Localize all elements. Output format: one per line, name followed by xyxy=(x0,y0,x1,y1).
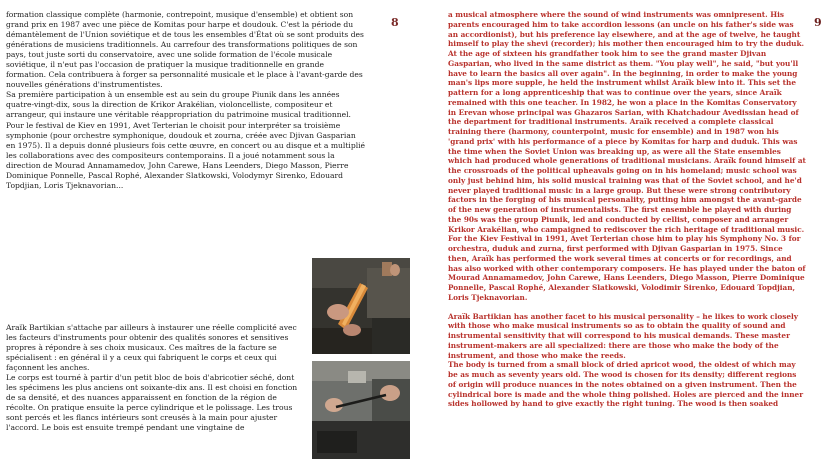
page-number-left: 8 xyxy=(391,16,399,29)
wood-turning-image xyxy=(312,258,410,354)
french-paragraph: formation classique complète (harmonie, contrepoint, musique d'ensemble) et obtient son grand prix en 1987 avec une pièce de Komitas pour harpe et doudouk. C'est la période du démantèlement de l'Union soviétique et de tous les ensembles d'État où se sont produits des générations de musiciens traditionnels. Au carrefour des transformations politiques de son pays, tout juste sorti du conservatoire, avec une solide formation de l'école musicale soviétique, il n'eut pas l'occasion de pratiquer la musique traditionnelle en grande formation. Cela contribuera à forger sa personnalité musicale et le place à l'avant-garde des nouvelles générations d'instrumentistes. xyxy=(6,10,364,90)
reed-making-image xyxy=(312,361,410,459)
french-paragraph: Sa première participation à un ensemble est au sein du groupe Piunik dans les années quatre-vingt-dix, sous la direction de Krikor Arakélian, violoncelliste, compositeur et arrangeur, qui instaure une véritable réappropriation du patrimoine musical traditionnel. xyxy=(6,90,351,120)
photo-wood-turning xyxy=(312,258,410,354)
english-text xyxy=(448,10,806,409)
english-paragraph: The body is turned from a small block of dried apricot wood, the oldest of which may be as much as seventy years old. The wood is chosen for its density; different regions of origin will produce nuances in the notes obtained on a given instrument. Then the cylindrical bore is made and the whole thing polished. Holes are pierced and the inner sides hollowed by hand to give exactly the right tuning. The wood is then soaked xyxy=(448,360,804,409)
english-paragraph: For the Kiev Festival in 1991, Avet Terterian chose him to play his Symphony No. 3 for orchestra, duduk and zurna, first performed with Djivan Gasparian in 1975. Since then, Araïk has performed the work several times at concerts or for recordings, and has also worked with other contemporary composers. He has played under the baton of Mourad Annamamedov, John Carewe, Hans Leenders, Diego Masson, Pierre Dominique Ponnelle, Pascal Rophé, Alexander Slatkowski, Volodimir Sirenko, Edouard Topdjian, Loris Tjeknavorian. xyxy=(448,234,806,302)
french-text-top xyxy=(6,10,366,191)
photo-reed-making xyxy=(312,361,410,459)
english-paragraph: a musical atmosphere where the sound of wind instruments was omnipresent. His parents encouraged him to take accordion lessons (an uncle on his father's side was an accordionist), but his preference lay elsewhere, and at the age of twelve, he taught himself to play the shevi (recorder); his mother then encouraged him to try the duduk. At the age of sixteen his grandfather took him to see the grand master Djivan Gasparian, who lived in the same district as them. "You play well", he said, "but you'll have to learn the basics all over again". In the beginning, in order to make the young man's lips more supple, he held the instrument whilst Araïk blew into it. This set the pattern for a long apprenticeship that was to continue over the years, since Araïk remained with this one teacher. In 1982, he won a place in the Komitas Conservatory in Erevan whose principal was Ghazaros Sarian, with Khatchadour Avedissian head of the department for traditional instruments. Araïk received a complete classical training there (harmony, counterpoint, music for ensemble) and in 1987 won his 'grand prix' with his performance of a piece by Komitas for harp and duduk. This was the time when the Soviet Union was breaking up, as were all the State ensembles which had produced whole generations of traditional musicians. Araïk found himself at the crossroads of the political upheavals going on in his homeland; music school was only just behind him, his solid musical training was that of the Soviet school, and he'd never played traditional music in a large group. But these were strong contributory factors in the forging of his musical personality, putting him amongst the avant-garde of the new generation of instrumentalists. The first ensemble he played with during the 90s was the group Piunik, led and conducted by cellist, composer and arranger Krikor Arakélian, who campaigned to rediscover the rich heritage of traditional music. xyxy=(448,10,806,234)
page-number-right: 9 xyxy=(814,16,822,29)
left-page xyxy=(0,0,410,459)
french-paragraph: Pour le festival de Kiev en 1991, Avet Terterian le choisit pour interpréter sa troisième symphonie (pour orchestre symphonique, doudouk et zourna, créée avec Djivan Gasparian en 1975). Il a depuis donné plusieurs fois cette œuvre, en concert ou au disque et a multiplié les collaborations avec des compositeurs contemporains. Il a joué notamment sous la direction de Mourad Annamamedov, John Carewe, Hans Leenders, Diego Masson, Pierre Dominique Ponnelle, Pascal Rophé, Alexander Slatkowski, Volodymyr Sirenko, Edouard Topdjian, Loris Tjeknavorian... xyxy=(6,120,366,190)
right-page xyxy=(410,0,820,459)
french-text-bottom xyxy=(6,323,306,434)
french-paragraph: Le corps est tourné à partir d'un petit bloc de bois d'abricotier séché, dont les spécimens les plus anciens ont soixante-dix ans. Il est choisi en fonction de sa densité, et des nuances apparaissent en fonction de la région de récolte. On pratique ensuite la perce cylindrique et le polissage. Les trous sont percés et les flancs intérieurs sont creusés à la main pour ajuster l'accord. Le bois est ensuite trempé pendant une vingtaine de xyxy=(6,373,298,433)
english-paragraph: Araïk Bartikian has another facet to his musical personality – he likes to work closely with those who make musical instruments so as to obtain the quality of sound and instrumental sensitivity that will correspond to his musical demands. These master instrument-makers are all specialized: there are those who make the body of the instrument, and those who make the reeds. xyxy=(448,311,798,360)
french-paragraph: Araïk Bartikian s'attache par ailleurs à instaurer une réelle complicité avec les facteurs d'instruments pour obtenir des qualités sonores et sensitives propres à répondre à ses choix musicaux. Ces maîtres de la facture se spécialisent : en général il y a ceux qui fabriquent le corps et ceux qui façonnent les anches. xyxy=(6,323,297,373)
